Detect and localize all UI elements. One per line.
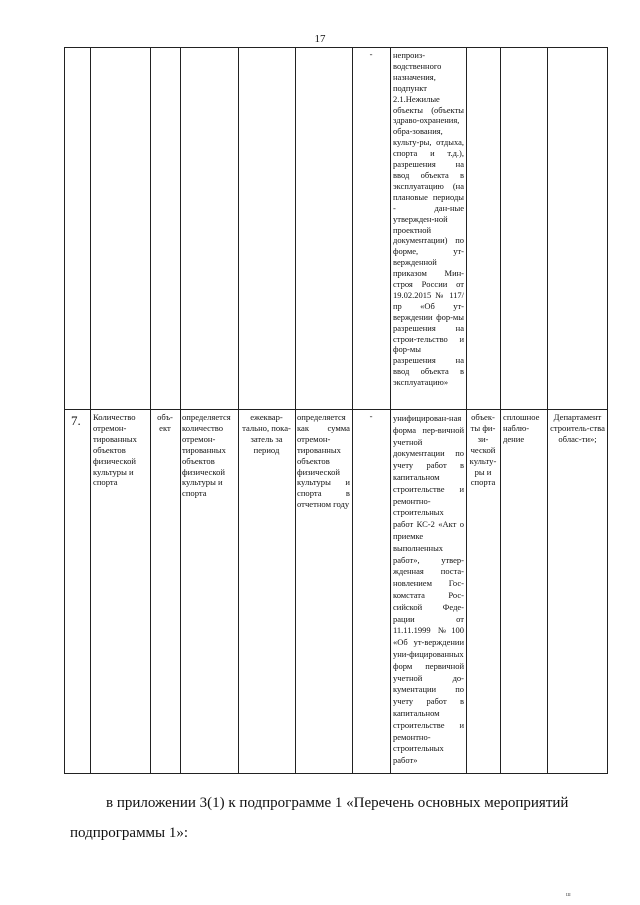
page-number: 17 [314,33,326,45]
cell-coverage: сплошное наблю-дение [503,412,540,444]
col-border [466,47,467,774]
col-border [90,47,91,774]
cell-dash-top: - [369,49,373,59]
col-border [64,47,65,774]
col-border [150,47,151,774]
body-paragraph [70,788,622,848]
cell-periodicity: ежеквар-тально, пока-затель за период [242,412,291,455]
col-border [295,47,296,774]
cell-observation-object: объек-ты фи-зи-ческой культу-ры и спорта [469,412,497,488]
cell-calculation-method: определяется как сумма отремон-тированных объектов физической культуры и спорта в отчетном году [297,412,350,510]
table-bottom-border [64,773,608,774]
cell-responsible: Департамент строитель-ства облас-ти»; [550,412,605,444]
col-border [180,47,181,774]
cell-dash: - [369,411,373,421]
col-border [390,47,391,774]
cell-definition: определяется количество отремон-тированных объектов физической культуры и спорта [182,412,231,499]
col-border [352,47,353,774]
paragraph-line: подпрограммы 1»: [70,825,189,841]
col-border [547,47,548,774]
row-number: 7. [71,413,81,428]
corner-mark: ш [566,892,571,898]
table-top-border [64,47,608,48]
col-border [238,47,239,774]
cell-source-continued: непроиз-водственного назначения, подпункт 2.1.Нежилые объекты (объекты здраво-охранения, обра-зования, культу-ры, отдыха, спорта и т.д.), разрешения на ввод объекта в эксплуатацию (на плановые периоды - дан-ные утвержден-ной проектной документации) по форме, ут-вержденной приказом Мин-строя России от 19.02.2015 № 117/пр «Об ут-верждении фор-мы разрешения на строи-тельство и фор-мы разрешения на ввод объекта в эксплуатацию» [393,50,464,388]
col-border [607,47,608,774]
cell-data-source: унифицирован-ная форма пер-вичной учетной документации по учету работ в капитальном строительстве и ремонтно-строительных работ КС-2 «Акт о приемке выполненных работ», утвер-жденная поста-новлением Гос-комстата Рос-сийской Феде-рации от 11.11.1999 №100 «Об ут-верждении уни-фицированных форм первичной учетной до-кументации по учету работ в капитальном строительстве и ремонтно-строительных работ» [393,413,464,766]
cell-unit: объ-ект [157,412,173,433]
paragraph-line: в приложении 3(1) к подпрограмме 1 «Перечень основных мероприятий [106,795,569,811]
col-border [500,47,501,774]
cell-indicator-name: Количество отремон-тированных объектов физической культуры и спорта [93,412,137,488]
row-divider [64,409,608,410]
